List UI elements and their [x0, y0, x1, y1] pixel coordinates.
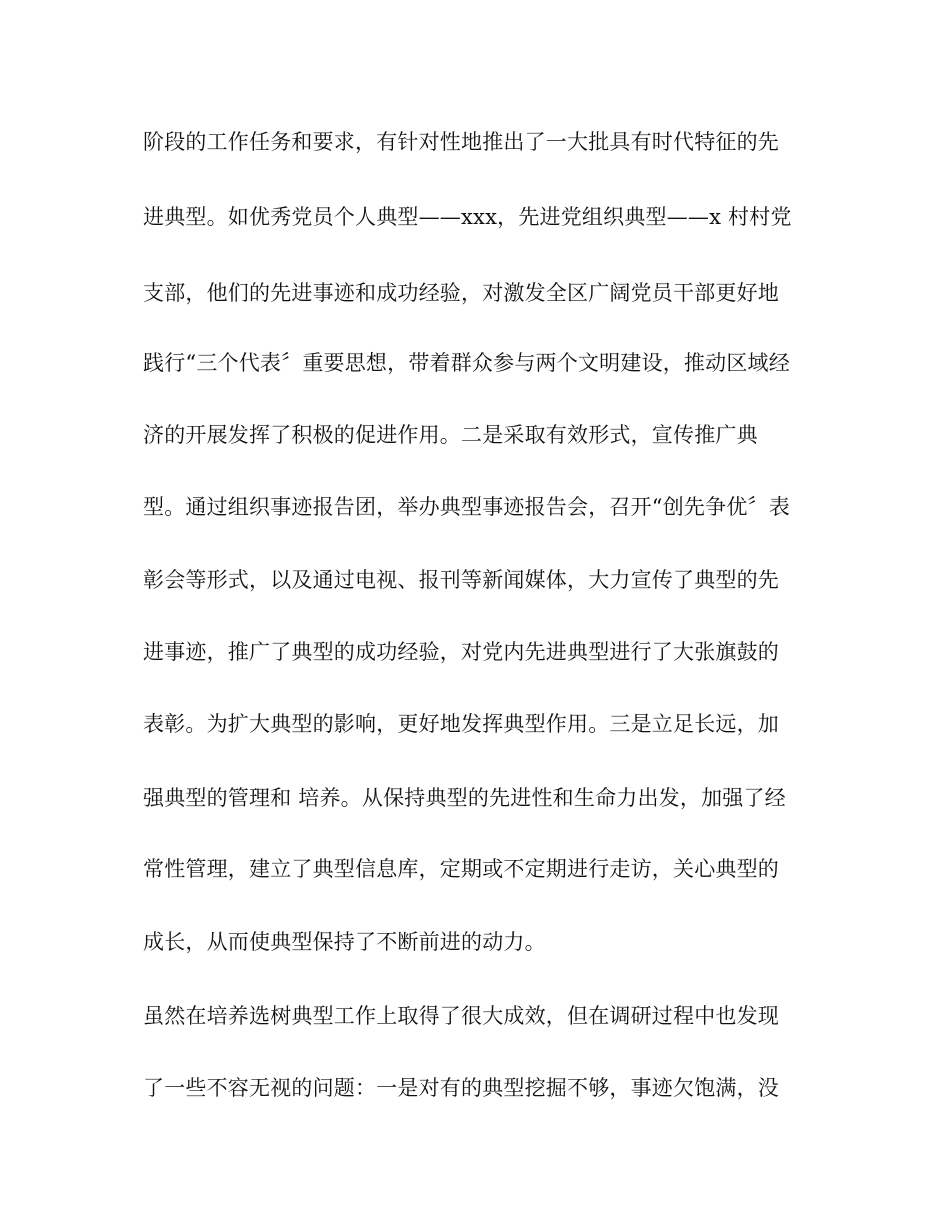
text-line: 了一些不容无视的问题：一是对有的典型挖掘不够，事迹欠饱满，没 [143, 1076, 779, 1100]
text-line: 型。通过组织事迹报告团，举办典型事迹报告会，召开“创先争优〞表 [143, 495, 790, 519]
text-line: 进事迹，推广了典型的成功经验，对党内先进典型进行了大张旗鼓的 [143, 640, 779, 664]
text-line: 虽然在培养选树典型工作上取得了很大成效，但在调研过程中也发现 [143, 1004, 779, 1028]
text-line: 彰会等形式，以及通过电视、报刊等新闻媒体，大力宣传了典型的先 [143, 568, 779, 592]
text-line: 成长，从而使典型保持了不断前进的动力。 [143, 930, 546, 954]
text-line: 济的开展发挥了积极的促进作用。二是采取有效形式，宣传推广典 [143, 423, 758, 447]
text-line: 强典型的管理和 培养。从保持典型的先进性和生命力出发，加强了经 [143, 786, 786, 810]
text-line: 常性管理，建立了典型信息库，定期或不定期进行走访，关心典型的 [143, 857, 779, 881]
text-line: 支部，他们的先进事迹和成功经验，对激发全区广阔党员干部更好地 [143, 281, 779, 305]
text-line: 表彰。为扩大典型的影响，更好地发挥典型作用。三是立足长远，加 [143, 712, 779, 736]
text-line: 阶段的工作任务和要求，有针对性地推出了一大批具有时代特征的先 [143, 130, 779, 154]
text-line: 践行“三个代表〞重要思想，带着群众参与两个文明建设，推动区域经 [143, 351, 790, 375]
text-line: 进典型。如优秀党员个人典型——xxx，先进党组织典型——x 村村党 [143, 205, 792, 229]
